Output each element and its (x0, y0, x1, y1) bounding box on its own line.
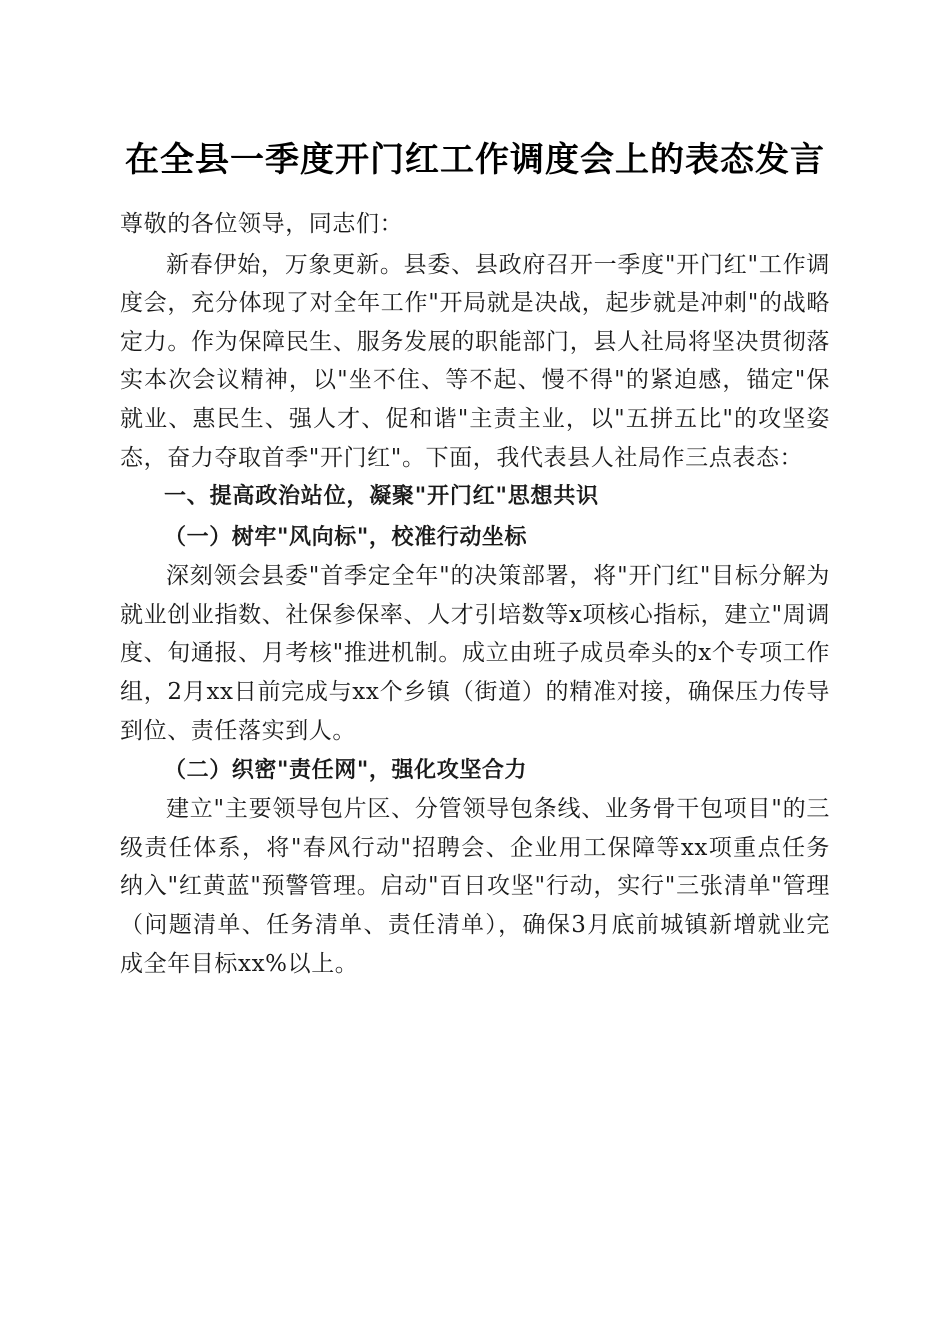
document-body (120, 205, 830, 983)
subsection-2-heading: （二）织密"责任网"，强化攻坚合力 (164, 757, 528, 784)
subsection-1-paragraph: 深刻领会县委"首季定全年"的决策部署，将"开门红"目标分解为就业创业指数、社保参保率、人才引培数等x项核心指标，建立"周调度、旬通报、月考核"推进机制。成立由班子成员牵头的x个专项工作组，2月xx日前完成与xx个乡镇（街道）的精准对接，确保压力传导到位、责任落实到人。 (120, 563, 830, 744)
section-1-heading: 一、提高政治站位，凝聚"开门红"思想共识 (164, 484, 599, 510)
subsection-2-paragraph: 建立"主要领导包片区、分管领导包条线、业务骨干包项目"的三级责任体系，将"春风行动"招聘会、企业用工保障等xx项重点任务纳入"红黄蓝"预警管理。启动"百日攻坚"行动，实行"三张清单"管理（问题清单、任务清单、责任清单），确保3月底前城镇新增就业完成全年目标xx%以上。 (120, 796, 830, 977)
subsection-1-heading: （一）树牢"风向标"，校准行动坐标 (164, 524, 528, 551)
salutation: 尊敬的各位领导，同志们： (120, 211, 404, 237)
document-title: 在全县一季度开门红工作调度会上的表态发言 (125, 140, 825, 180)
intro-paragraph: 新春伊始，万象更新。县委、县政府召开一季度"开门红"工作调度会，充分体现了对全年工作"开局就是决战，起步就是冲刺"的战略定力。作为保障民生、服务发展的职能部门，县人社局将坚决贯彻落实本次会议精神，以"坐不住、等不起、慢不得"的紧迫感，锚定"保就业、惠民生、强人才、促和谐"主责主业，以"五拼五比"的攻坚姿态，奋力夺取首季"开门红"。下面，我代表县人社局作三点表态： (120, 251, 830, 471)
